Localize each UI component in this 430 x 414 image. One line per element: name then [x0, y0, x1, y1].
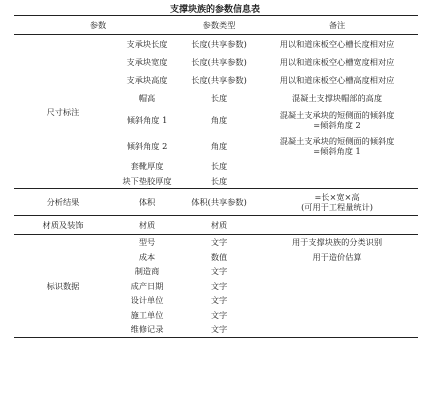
param-cell: 支承块宽度	[126, 57, 168, 67]
param-cell: 帽高	[138, 93, 156, 103]
type-cell: 文字	[210, 237, 228, 248]
note-cell: =长×宽×高 (可用于工程量统计)	[256, 189, 418, 216]
note-cell	[256, 322, 418, 337]
note-cell: 混凝土支承块的短侧面的倾斜度 =倾斜角度 1	[279, 136, 395, 156]
group-label: 分析结果	[14, 189, 112, 216]
table-row	[14, 189, 418, 216]
param-cell: 型号	[138, 237, 156, 248]
type-cell: 文字	[210, 266, 228, 277]
param-cell: 成产日期	[130, 280, 164, 291]
type-cell: 文字	[210, 309, 228, 320]
note-cell: 用以和道床板空心槽高度相对应	[279, 75, 395, 85]
type-cell: 文字	[182, 322, 256, 337]
param-cell: 倾斜角度 2	[126, 141, 168, 151]
note-cell	[256, 264, 418, 279]
note-cell	[256, 159, 418, 174]
param-cell: 支承块高度	[126, 75, 168, 85]
type-cell: 角度	[210, 115, 228, 125]
param-cell: 施工单位	[130, 309, 164, 320]
note-cell	[256, 293, 418, 308]
note-cell: 用于造价估算	[312, 251, 362, 262]
table-body	[14, 35, 418, 338]
table-row	[14, 216, 418, 235]
param-cell: 体积	[112, 189, 182, 216]
type-cell: 文字	[210, 295, 228, 306]
type-cell: 数值	[210, 251, 228, 262]
param-cell: 材质	[112, 216, 182, 235]
table-row	[14, 35, 418, 54]
type-cell: 材质	[182, 216, 256, 235]
group-label: 材质及装饰	[14, 216, 112, 235]
type-cell: 长度	[210, 161, 228, 172]
param-cell: 维修记录	[112, 322, 182, 337]
type-cell: 体积(共享参数)	[182, 189, 256, 216]
header-type: 参数类型	[182, 16, 256, 35]
type-cell: 文字	[210, 280, 228, 291]
header-note: 备注	[256, 16, 418, 35]
group-label: 标识数据	[14, 235, 112, 338]
note-cell: 用于支撑块族的分类识别	[291, 237, 383, 248]
param-cell: 块下垫胶厚度	[112, 174, 182, 189]
note-cell: 混凝土支承块的短侧面的倾斜度 =倾斜角度 2	[279, 110, 395, 130]
table-row	[14, 235, 418, 250]
type-cell: 长度(共享参数)	[191, 75, 247, 85]
type-cell: 长度(共享参数)	[191, 39, 247, 49]
type-cell: 长度	[210, 93, 228, 103]
table-header-row	[14, 16, 418, 35]
param-cell: 套靴厚度	[130, 161, 164, 172]
param-cell: 支承块长度	[126, 39, 168, 49]
param-cell: 制造商	[134, 266, 160, 277]
note-cell: 用以和道床板空心槽宽度相对应	[279, 57, 395, 67]
param-cell: 设计单位	[130, 295, 164, 306]
note-cell	[256, 279, 418, 294]
note-cell: 混凝土支撑块帽部的高度	[291, 93, 383, 103]
parameter-table	[14, 15, 418, 338]
note-cell	[256, 174, 418, 189]
group-label: 尺寸标注	[14, 35, 112, 189]
type-cell: 长度	[182, 174, 256, 189]
type-cell: 角度	[210, 141, 228, 151]
header-param: 参数	[14, 16, 182, 35]
note-cell	[256, 216, 418, 235]
note-cell: 用以和道床板空心槽长度相对应	[279, 39, 395, 49]
param-cell: 倾斜角度 1	[126, 115, 168, 125]
param-cell: 成本	[138, 251, 156, 262]
table-title: 支撑块族的参数信息表	[169, 5, 260, 15]
note-cell	[256, 308, 418, 323]
type-cell: 长度(共享参数)	[191, 57, 247, 67]
